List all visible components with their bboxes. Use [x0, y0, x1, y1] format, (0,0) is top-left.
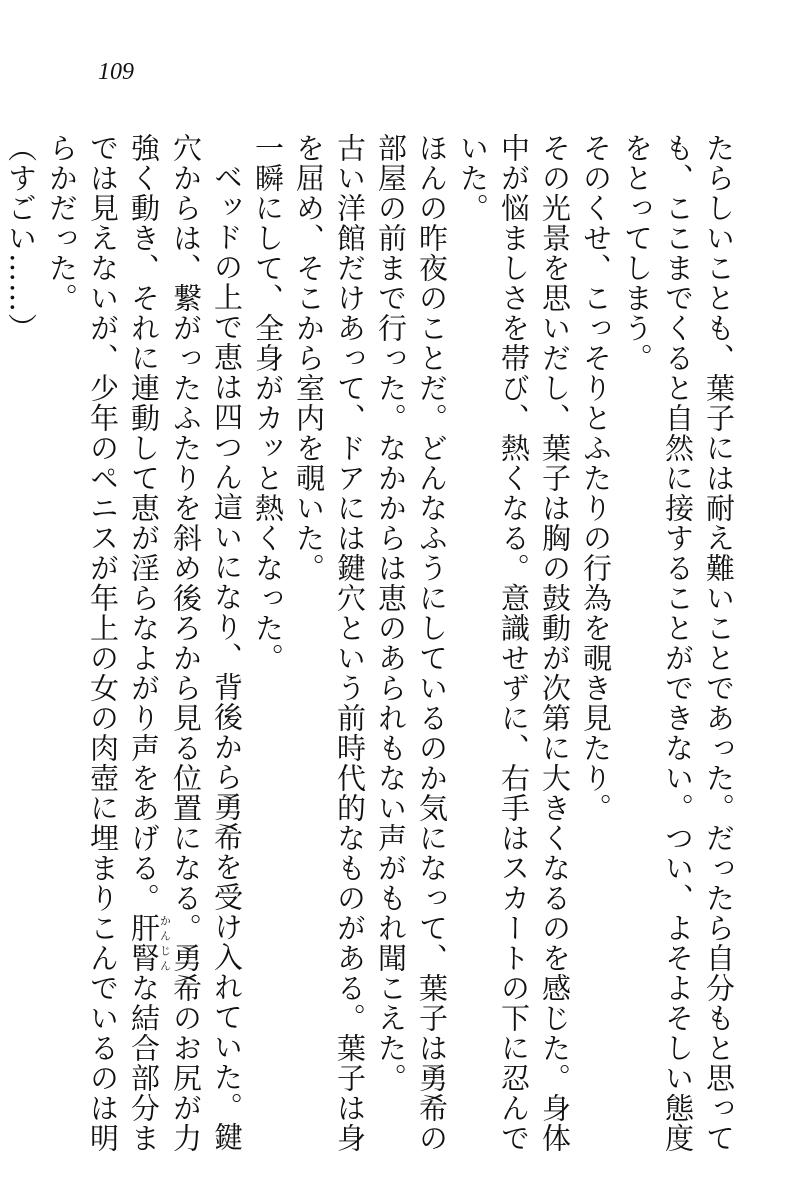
- ruby-word: [127, 913, 172, 973]
- paragraph-text: 古い洋館だけあって、ドアには鍵穴という前時代的なものがある。葉子は身を屈め、そこから室内を覗いた。: [292, 133, 367, 1153]
- paragraph: [575, 133, 616, 1153]
- ruby-reading: [0, 133, 1, 193]
- paragraph-text: （すごい……）: [4, 133, 38, 343]
- paragraph-text: ベッドの上で恵は四つん這いになり、背後から勇希を受け入れていた。鍵穴からは、繋がったふたりを斜め後ろから見る位置になる。勇希のお尻が力強く動き、それに連動して恵が淫らなよがり声をあげる。: [127, 133, 244, 1153]
- paragraph: [41, 133, 247, 1153]
- paragraph-text: な結合部分までは見えないが、少年のペニスが年上の女の肉壺に埋まりこんでいるのは明らかだった。: [45, 133, 161, 1153]
- page-number: 109: [98, 59, 134, 85]
- paragraph: [247, 133, 288, 1153]
- paragraph-text: その光景を思いだし、葉子は胸の鼓動が次第に大きくなるのを感じた。身体中が悩ましさを帯び、熱くなる。意識せずに、右手はスカートの下に忍んでいた。: [456, 133, 572, 1153]
- paragraph: [0, 133, 41, 1153]
- ruby-reading: かんじん: [158, 913, 172, 973]
- paragraph-text: そのくせ、こっそりとふたりの行為を覗き見たり。: [579, 133, 613, 823]
- vertical-text-body: [4, 133, 739, 1153]
- ruby-base: 肝腎: [127, 913, 161, 973]
- paragraph-text: ほんの昨夜のことだ。どんなふうにしているのか気になって、葉子は勇希の部屋の前まで行った。なかからは恵のあられもない声がもれ聞こえた。: [374, 133, 449, 1153]
- paragraph: [452, 133, 575, 1153]
- paragraph-text: 一瞬にして、全身がカッと熱くなった。: [251, 133, 285, 673]
- paragraph: [616, 133, 739, 1153]
- paragraph-text: たらしいことも、葉子には耐え難いことであった。だったら自分もと思っても、ここまでくると自然に接することができない。つい、よそよそしい態度をとってしまう。: [620, 133, 736, 1153]
- paragraph: [370, 133, 452, 1153]
- paragraph: [288, 133, 370, 1153]
